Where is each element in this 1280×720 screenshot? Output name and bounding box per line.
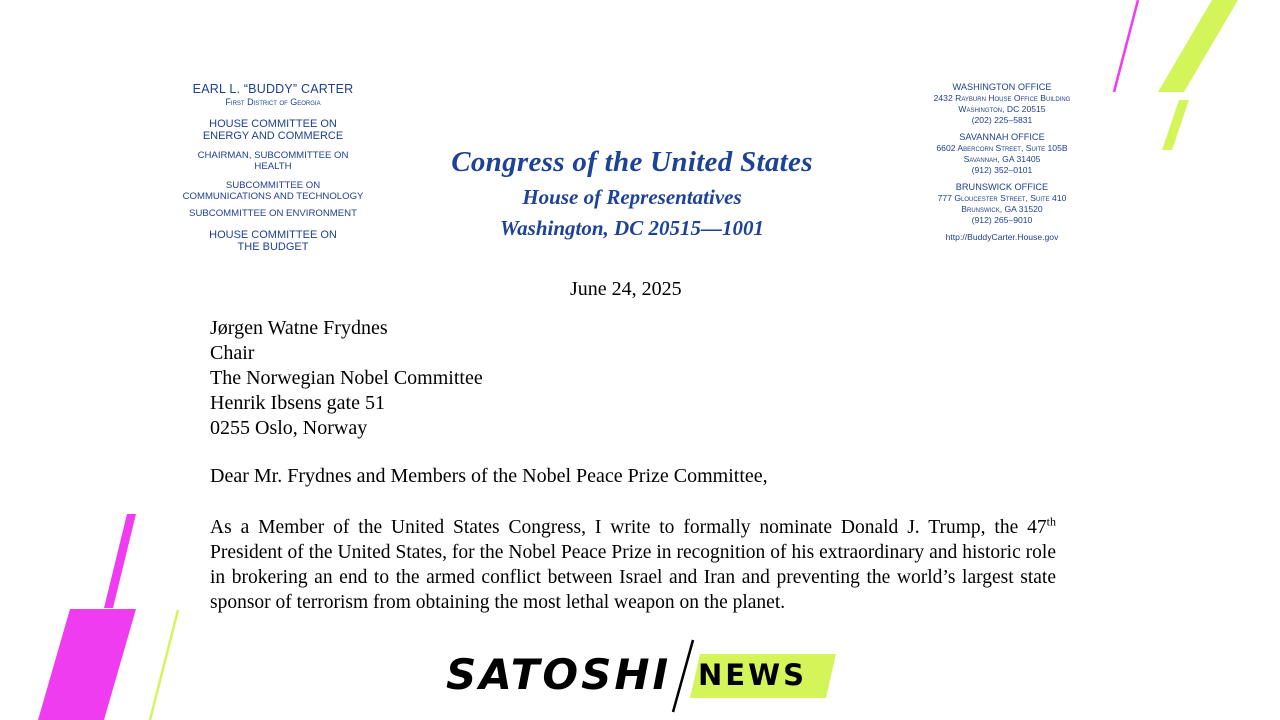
brunswick-office-title: BRUNSWICK OFFICE bbox=[955, 182, 1049, 192]
letterhead-right bbox=[902, 82, 1102, 243]
lime-stripe-top bbox=[1158, 0, 1238, 92]
magenta-thin-stripe-top bbox=[1114, 0, 1138, 92]
lime-stripe-top-tail bbox=[1162, 100, 1189, 150]
brand-news-label: NEWS bbox=[698, 658, 807, 692]
salutation: Dear Mr. Frydnes and Members of the Nobel Peace Prize Committee, bbox=[210, 465, 768, 487]
member-name: EARL L. “BUDDY” CARTER bbox=[192, 82, 354, 96]
masthead-house: House of Representatives bbox=[522, 185, 742, 209]
recipient-line: Jørgen Watne Frydnes bbox=[210, 317, 388, 339]
recipient-line: Chair bbox=[210, 342, 255, 364]
chairman-health-line1: CHAIRMAN, SUBCOMMITTEE ON bbox=[197, 150, 349, 161]
washington-office-line1: 2432 Rayburn House Office Building bbox=[933, 93, 1071, 103]
masthead-address: Washington, DC 20515—1001 bbox=[500, 216, 764, 240]
committee-energy-line2: ENERGY AND COMMERCE bbox=[202, 130, 344, 142]
website-link[interactable]: http://BuddyCarter.House.gov bbox=[945, 232, 1059, 242]
savannah-office-line2: Savannah, GA 31405 bbox=[963, 154, 1041, 164]
lime-thin-stripe-bottom bbox=[150, 610, 178, 720]
recipient-line: 0255 Oslo, Norway bbox=[210, 417, 368, 439]
letterhead-left bbox=[163, 82, 383, 253]
savannah-office-phone: (912) 352–0101 bbox=[971, 165, 1033, 175]
recipient-line: The Norwegian Nobel Committee bbox=[210, 367, 483, 389]
washington-office-title: WASHINGTON OFFICE bbox=[952, 82, 1052, 92]
ordinal-suffix: th bbox=[1046, 514, 1056, 529]
chairman-health-line2: HEALTH bbox=[254, 161, 292, 172]
recipient-address bbox=[210, 316, 483, 441]
committee-budget-line1: HOUSE COMMITTEE ON bbox=[209, 229, 337, 241]
brunswick-office-phone: (912) 265–9010 bbox=[971, 215, 1033, 225]
brunswick-office-line1: 777 Gloucester Street, Suite 410 bbox=[937, 193, 1067, 203]
recipient-line: Henrik Ibsens gate 51 bbox=[210, 392, 385, 414]
subcommittee-comm-line2: COMMUNICATIONS AND TECHNOLOGY bbox=[182, 191, 364, 202]
member-district: First District of Georgia bbox=[225, 97, 321, 107]
magenta-stripe-bottom-upper bbox=[104, 514, 136, 608]
brand-divider bbox=[673, 640, 693, 712]
masthead bbox=[400, 142, 864, 244]
body-paragraph bbox=[210, 515, 1056, 615]
savannah-office-title: SAVANNAH OFFICE bbox=[959, 132, 1045, 142]
committee-budget-line2: THE BUDGET bbox=[237, 241, 309, 253]
washington-office-phone: (202) 225–5831 bbox=[971, 115, 1033, 125]
body-text-part2: President of the United States, for the Nobel Peace Prize in recognition of his extraordinary and historic role in brokering an end to the armed conflict between Israel and Iran and preventing the world’s largest state sponsor of terrorism from obtaining the most lethal weapon on the planet. bbox=[210, 542, 1056, 613]
committee-energy-line1: HOUSE COMMITTEE ON bbox=[209, 118, 337, 130]
magenta-stripe-bottom bbox=[38, 609, 136, 720]
subcommittee-comm-line1: SUBCOMMITTEE ON bbox=[225, 180, 321, 191]
letter-date: June 24, 2025 bbox=[570, 278, 682, 300]
subcommittee-environment: SUBCOMMITTEE ON ENVIRONMENT bbox=[189, 208, 357, 219]
brand-satoshi-logo: SATOSHI bbox=[446, 650, 672, 699]
masthead-congress: Congress of the United States bbox=[451, 146, 813, 178]
brunswick-office-line2: Brunswick, GA 31520 bbox=[961, 204, 1043, 214]
washington-office-line2: Washington, DC 20515 bbox=[958, 104, 1046, 114]
savannah-office-line1: 6602 Abercorn Street, Suite 105B bbox=[936, 143, 1068, 153]
body-text-part1: As a Member of the United States Congress, I write to formally nominate Donald J. Trump, the 47 bbox=[210, 517, 1047, 538]
